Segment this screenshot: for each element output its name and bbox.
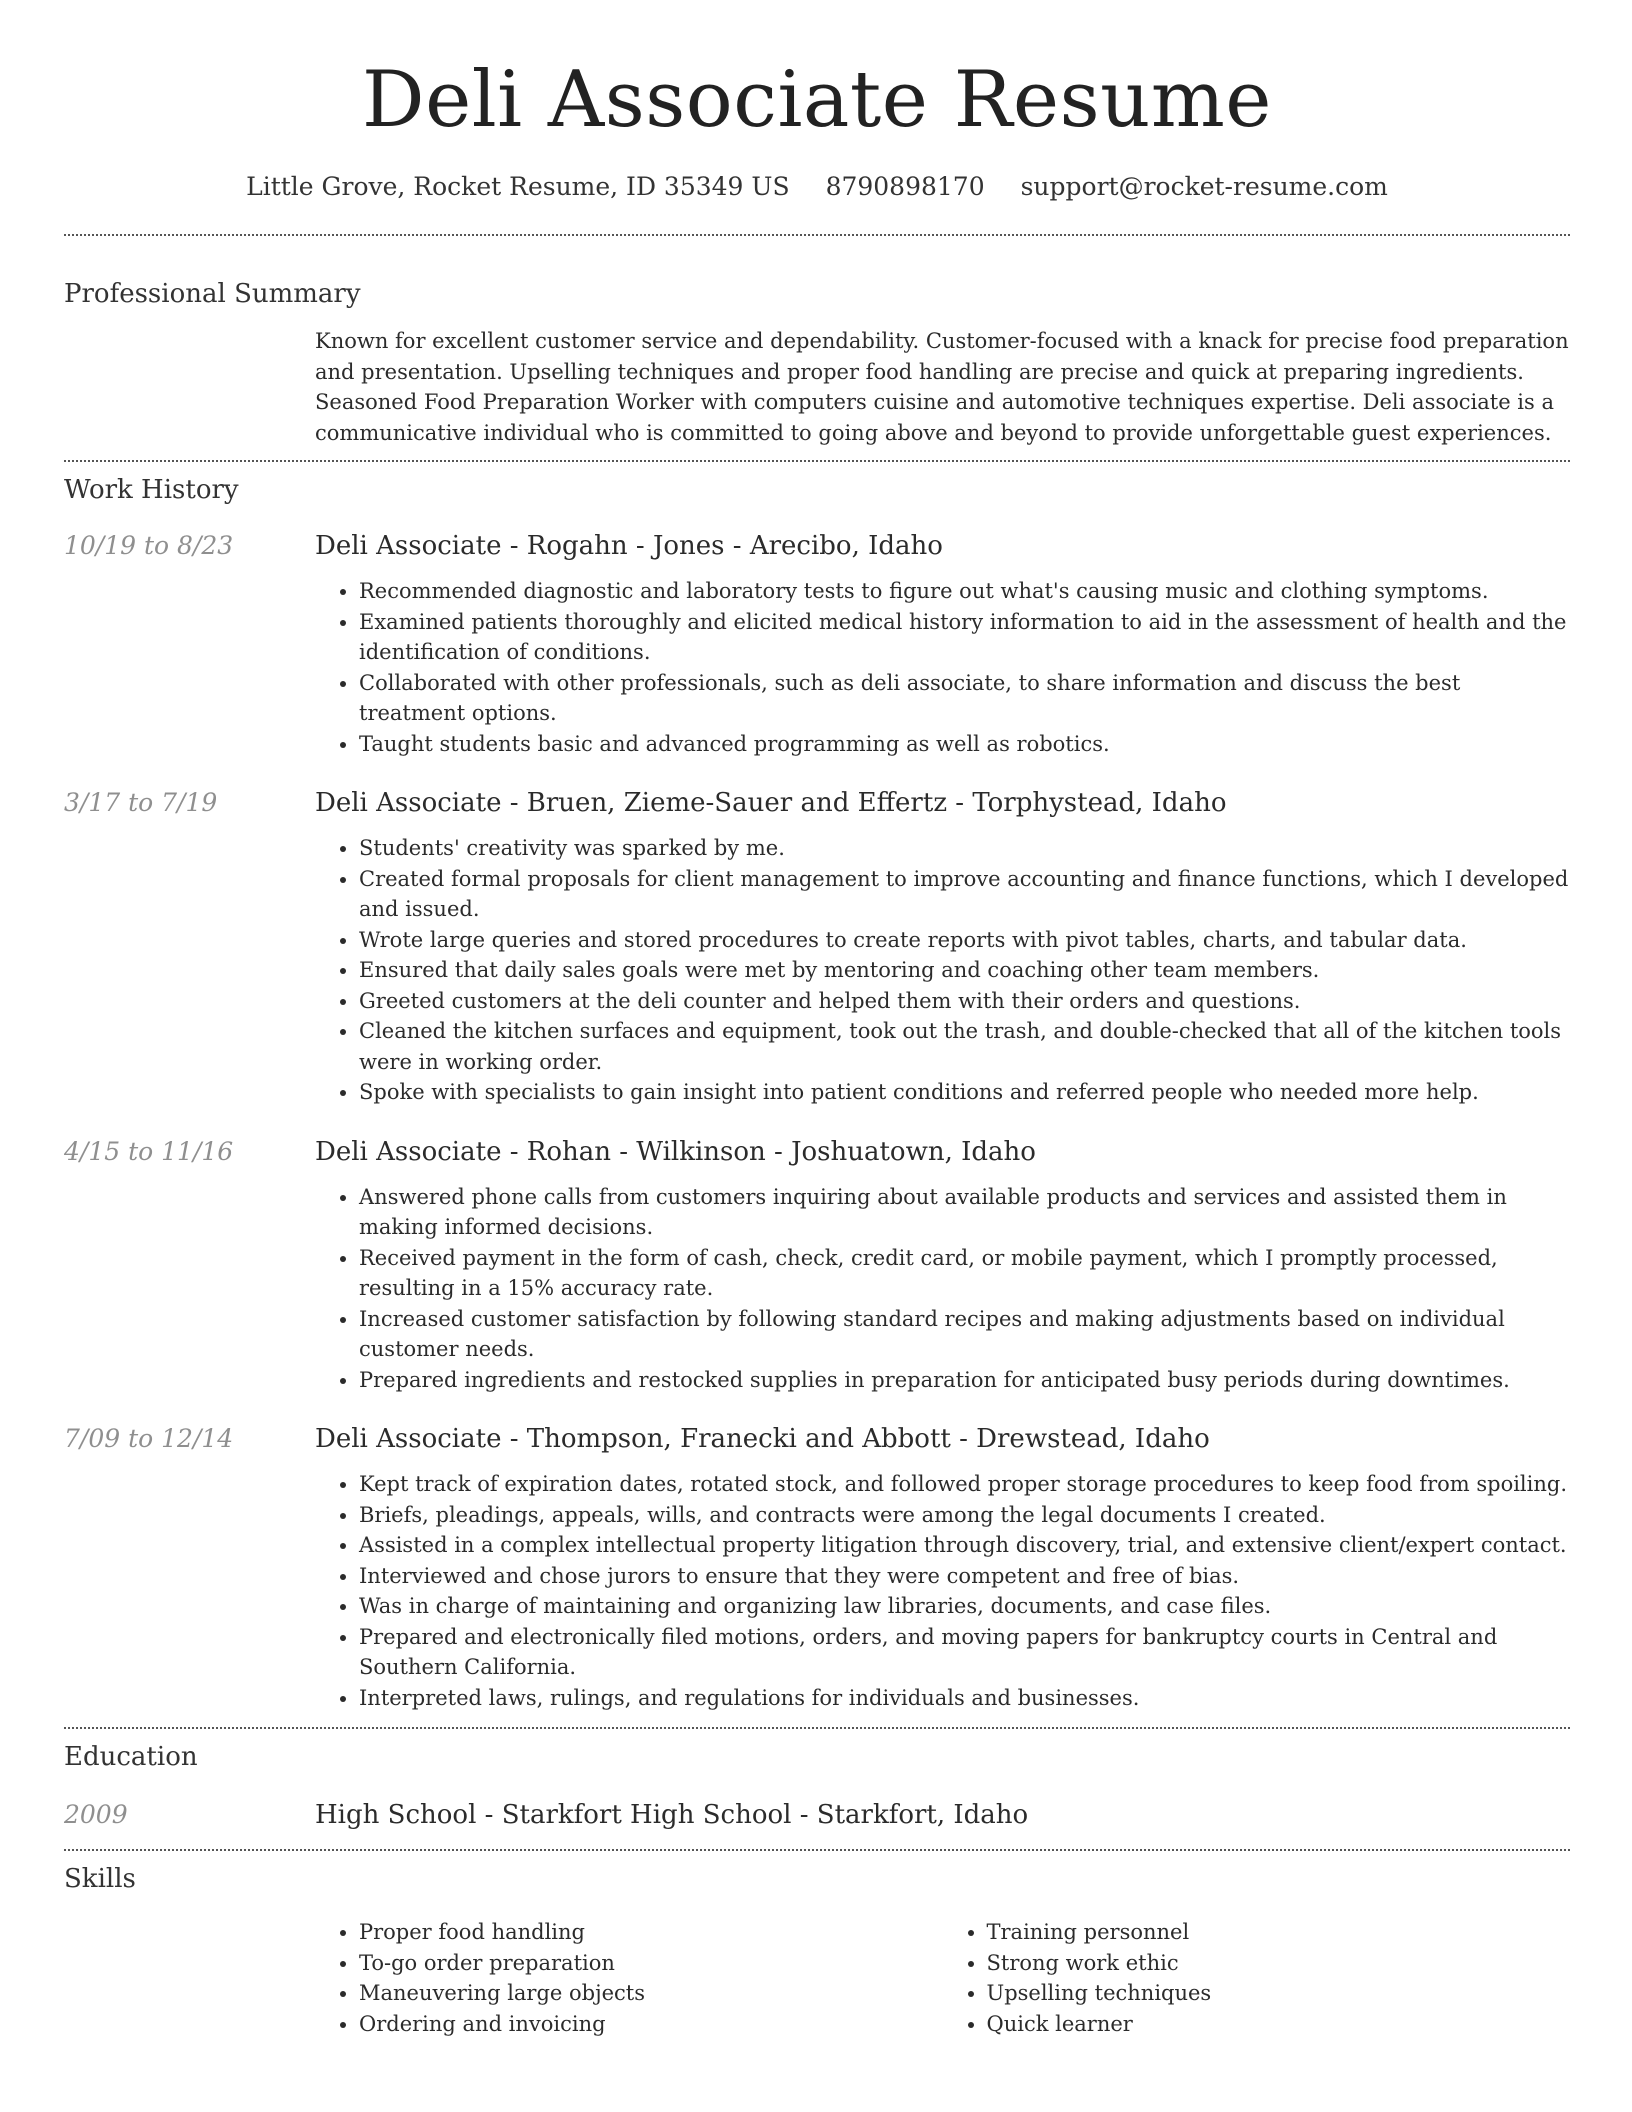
section-title-work-history: Work History: [64, 475, 239, 505]
job-bullets: [315, 1182, 1570, 1396]
job-title: Deli Associate - Rogahn - Jones - Arecibo, Idaho: [315, 531, 943, 561]
list-item: • Interviewed and chose jurors to ensure that they were competent and free of bias.: [359, 1561, 1570, 1592]
list-item: • Spoke with specialists to gain insight into patient conditions and referred people who needed more help.: [359, 1077, 1570, 1108]
list-item: • Was in charge of maintaining and organizing law libraries, documents, and case files.: [359, 1591, 1570, 1622]
contact-email: support@rocket-resume.com: [1020, 172, 1388, 201]
list-item: • Quick learner: [987, 2009, 1571, 2040]
list-item: • Wrote large queries and stored procedures to create reports with pivot tables, charts, and tabular data.: [359, 925, 1570, 956]
list-item: • Examined patients thoroughly and elicited medical history information to aid in the assessment of health and the identification of conditions.: [359, 607, 1570, 668]
contact-phone: 8790898170: [825, 172, 985, 201]
list-item: • Ensured that daily sales goals were met by mentoring and coaching other team members.: [359, 955, 1570, 986]
skills-list-left: [315, 1917, 943, 2039]
list-item: • Training personnel: [987, 1917, 1571, 1948]
education-date: 2009: [64, 1800, 128, 1829]
list-item: • Ordering and invoicing: [359, 2009, 943, 2040]
list-item: • Cleaned the kitchen surfaces and equipment, took out the trash, and double-checked that all of the kitchen tools were in working order.: [359, 1016, 1570, 1077]
skills-list-right: [943, 1917, 1571, 2039]
list-item: • Briefs, pleadings, appeals, wills, and contracts were among the legal documents I created.: [359, 1500, 1570, 1531]
skills-columns: [315, 1917, 1570, 2039]
job-bullets: [315, 576, 1570, 759]
job-dates: 4/15 to 11/16: [64, 1136, 234, 1166]
education-entry: [64, 1797, 1570, 1833]
contact-address: Little Grove, Rocket Resume, ID 35349 US: [246, 172, 790, 201]
divider: [64, 1727, 1570, 1729]
list-item: • Created formal proposals for client management to improve accounting and finance functions, which I developed and issued.: [359, 864, 1570, 925]
divider: [64, 460, 1570, 462]
job-title: Deli Associate - Thompson, Franecki and Abbott - Drewstead, Idaho: [315, 1424, 1210, 1454]
list-item: • Prepared ingredients and restocked supplies in preparation for anticipated busy periods during downtimes.: [359, 1365, 1570, 1396]
list-item: • Proper food handling: [359, 1917, 943, 1948]
list-item: • Prepared and electronically filed motions, orders, and moving papers for bankruptcy courts in Central and Southern California.: [359, 1622, 1570, 1683]
divider: [64, 234, 1570, 236]
list-item: • Students' creativity was sparked by me.: [359, 833, 1570, 864]
list-item: • Interpreted laws, rulings, and regulations for individuals and businesses.: [359, 1683, 1570, 1714]
job-entry: [64, 1134, 1570, 1396]
divider: [64, 1849, 1570, 1851]
list-item: • Greeted customers at the deli counter and helped them with their orders and questions.: [359, 986, 1570, 1017]
resume-title: Deli Associate Resume: [362, 55, 1272, 145]
list-item: • Collaborated with other professionals, such as deli associate, to share information and discuss the best treatment options.: [359, 668, 1570, 729]
list-item: • Kept track of expiration dates, rotated stock, and followed proper storage procedures to keep food from spoiling.: [359, 1469, 1570, 1500]
contact-line: [64, 170, 1570, 204]
list-item: • Received payment in the form of cash, check, credit card, or mobile payment, which I promptly processed, resulting in a 15% accuracy rate.: [359, 1243, 1570, 1304]
summary-text: Known for excellent customer service and dependability. Customer-focused with a knack for precise food preparation and presentation. Upselling techniques and proper food handling are precise and quick at preparing ingredients. Seasoned Food Preparation Worker with computers cuisine and automotive techniques expertise. Deli associate is a communicative individual who is committed to going above and beyond to provide unforgettable guest experiences.: [315, 329, 1569, 445]
job-entry: [64, 528, 1570, 759]
job-dates: 3/17 to 7/19: [64, 788, 218, 817]
section-title-skills: Skills: [64, 1864, 136, 1894]
list-item: • Recommended diagnostic and laboratory tests to figure out what's causing music and clothing symptoms.: [359, 576, 1570, 607]
list-item: • Assisted in a complex intellectual property litigation through discovery, trial, and extensive client/expert contact.: [359, 1530, 1570, 1561]
job-bullets: [315, 1469, 1570, 1713]
job-title: Deli Associate - Bruen, Zieme-Sauer and Effertz - Torphystead, Idaho: [315, 788, 1227, 818]
education-title: High School - Starkfort High School - Starkfort, Idaho: [315, 1800, 1029, 1830]
resume-page: [64, 0, 1570, 2039]
section-title-education: Education: [64, 1742, 198, 1772]
job-dates: 7/09 to 12/14: [64, 1424, 234, 1453]
list-item: • Upselling techniques: [987, 1978, 1571, 2009]
list-item: • Maneuvering large objects: [359, 1978, 943, 2009]
list-item: • Increased customer satisfaction by following standard recipes and making adjustments based on individual customer needs.: [359, 1304, 1570, 1365]
job-entry: [64, 1421, 1570, 1713]
list-item: • Answered phone calls from customers inquiring about available products and services and assisted them in making informed decisions.: [359, 1182, 1570, 1243]
job-bullets: [315, 833, 1570, 1108]
list-item: • Taught students basic and advanced programming as well as robotics.: [359, 729, 1570, 760]
list-item: • Strong work ethic: [987, 1948, 1571, 1979]
section-title-summary: Professional Summary: [64, 279, 361, 309]
list-item: • To-go order preparation: [359, 1948, 943, 1979]
job-entry: [64, 785, 1570, 1108]
job-title: Deli Associate - Rohan - Wilkinson - Joshuatown, Idaho: [315, 1136, 1036, 1167]
job-dates: 10/19 to 8/23: [64, 531, 234, 560]
